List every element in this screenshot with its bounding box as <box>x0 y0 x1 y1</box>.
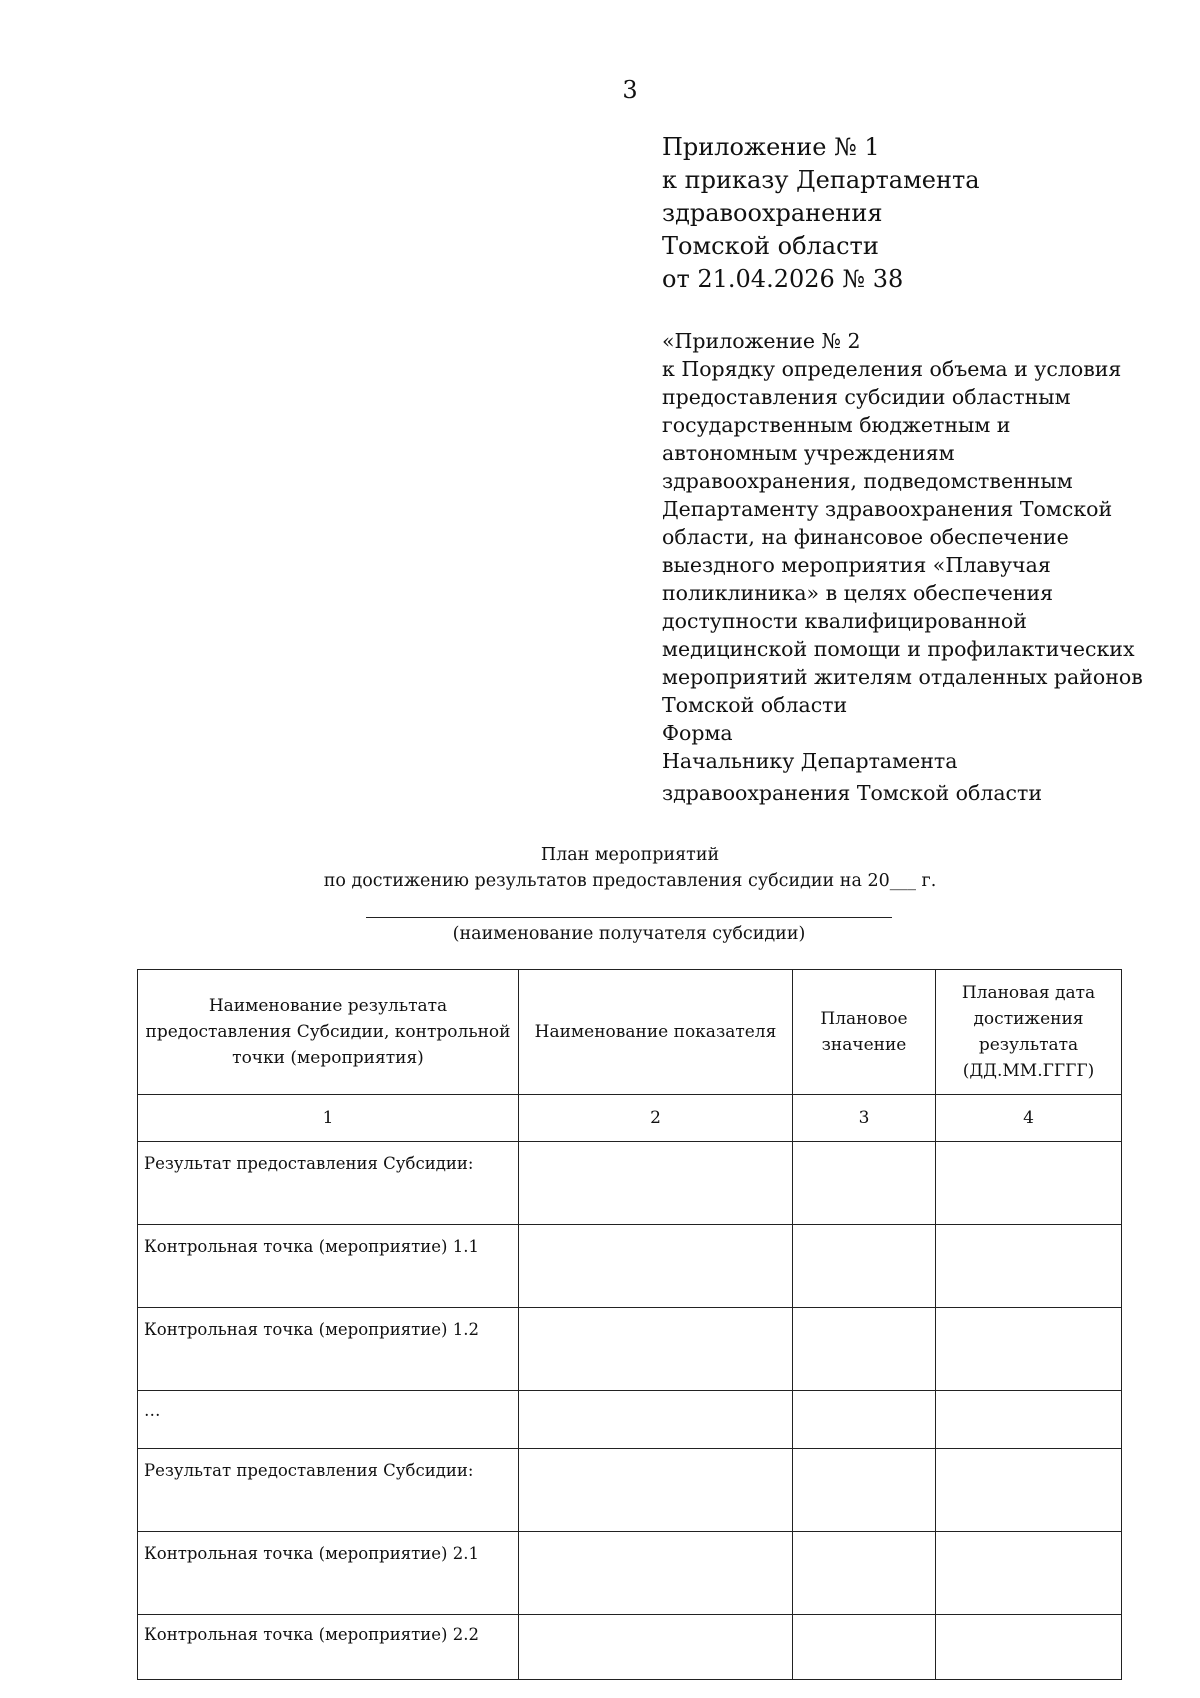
table-row <box>138 1449 1122 1532</box>
indicator-cell <box>519 1391 793 1449</box>
appendix-2-header <box>662 327 1143 807</box>
appendix-2-line: «Приложение № 2 <box>662 329 861 353</box>
plan-title-line-2: по достижению результатов предоставления субсидии на 20___ г. <box>323 871 937 891</box>
planned-date-cell <box>936 1391 1122 1449</box>
appendix-2-line: автономным учреждениям <box>662 441 955 465</box>
row-label: Контрольная точка (мероприятие) 2.2 <box>138 1615 519 1680</box>
appendix-2-line: предоставления субсидии областным <box>662 385 1071 409</box>
planned-date-cell <box>936 1449 1122 1532</box>
row-label: Контрольная точка (мероприятие) 1.2 <box>138 1308 519 1391</box>
planned-value-cell <box>793 1532 936 1615</box>
planned-date-cell <box>936 1225 1122 1308</box>
row-label: Результат предоставления Субсидии: <box>138 1449 519 1532</box>
table-row <box>138 1532 1122 1615</box>
column-header-result-name: Наименование результата предоставления Субсидии, контрольной точки (мероприятия) <box>138 970 519 1095</box>
indicator-cell <box>519 1449 793 1532</box>
column-header-planned-date: Плановая дата достижения результата (ДД.ММ.ГГГГ) <box>936 970 1122 1095</box>
column-header-planned-value: Плановое значение <box>793 970 936 1095</box>
appendix-2-line: выездного мероприятия «Плавучая <box>662 553 1051 577</box>
plan-title <box>0 842 1200 894</box>
appendix-1-line: к приказу Департамента <box>662 166 980 194</box>
planned-value-cell <box>793 1308 936 1391</box>
column-number: 1 <box>138 1095 519 1142</box>
page-number: 3 <box>622 76 638 104</box>
table-row <box>138 1225 1122 1308</box>
row-label: … <box>138 1391 519 1449</box>
indicator-cell <box>519 1308 793 1391</box>
column-number: 4 <box>936 1095 1122 1142</box>
appendix-2-line: Томской области <box>662 693 848 717</box>
column-number: 2 <box>519 1095 793 1142</box>
addressee-line: Начальнику Департамента <box>662 749 958 773</box>
planned-value-cell <box>793 1449 936 1532</box>
indicator-cell <box>519 1615 793 1680</box>
column-number: 3 <box>793 1095 936 1142</box>
table-row <box>138 1615 1122 1680</box>
column-number-row <box>138 1095 1122 1142</box>
appendix-1-line: Приложение № 1 <box>662 133 880 161</box>
indicator-cell <box>519 1225 793 1308</box>
addressee-line: здравоохранения Томской области <box>662 781 1043 805</box>
planned-value-cell <box>793 1142 936 1225</box>
appendix-2-line: поликлиника» в целях обеспечения <box>662 581 1054 605</box>
planned-date-cell <box>936 1142 1122 1225</box>
recipient-caption: (наименование получателя субсидии) <box>452 924 806 944</box>
planned-date-cell <box>936 1615 1122 1680</box>
appendix-2-line: области, на финансовое обеспечение <box>662 525 1069 549</box>
appendix-1-line: от 21.04.2026 № 38 <box>662 265 904 293</box>
row-label: Контрольная точка (мероприятие) 1.1 <box>138 1225 519 1308</box>
appendix-2-line: здравоохранения, подведомственным <box>662 469 1073 493</box>
table-row <box>138 1142 1122 1225</box>
planned-date-cell <box>936 1308 1122 1391</box>
appendix-2-line: мероприятий жителям отдаленных районов <box>662 665 1143 689</box>
column-header-indicator-name: Наименование показателя <box>519 970 793 1095</box>
appendix-2-line: государственным бюджетным и <box>662 413 1011 437</box>
appendix-2-line: доступности квалифицированной <box>662 609 1027 633</box>
appendix-1-header <box>662 131 980 296</box>
planned-value-cell <box>793 1225 936 1308</box>
plan-title-line-1: План мероприятий <box>540 845 720 865</box>
table-row <box>138 1308 1122 1391</box>
form-label: Форма <box>662 721 733 745</box>
appendix-2-line: к Порядку определения объема и условия <box>662 357 1122 381</box>
indicator-cell <box>519 1142 793 1225</box>
row-label: Контрольная точка (мероприятие) 2.1 <box>138 1532 519 1615</box>
row-label: Результат предоставления Субсидии: <box>138 1142 519 1225</box>
plan-table <box>137 969 1122 1680</box>
appendix-1-line: здравоохранения <box>662 199 883 227</box>
appendix-1-line: Томской области <box>662 232 879 260</box>
table-row <box>138 1391 1122 1449</box>
planned-value-cell <box>793 1391 936 1449</box>
appendix-2-line: Департаменту здравоохранения Томской <box>662 497 1113 521</box>
appendix-2-line: медицинской помощи и профилактических <box>662 637 1135 661</box>
recipient-name-line <box>366 917 892 918</box>
indicator-cell <box>519 1532 793 1615</box>
table-header-row <box>138 970 1122 1095</box>
planned-value-cell <box>793 1615 936 1680</box>
planned-date-cell <box>936 1532 1122 1615</box>
